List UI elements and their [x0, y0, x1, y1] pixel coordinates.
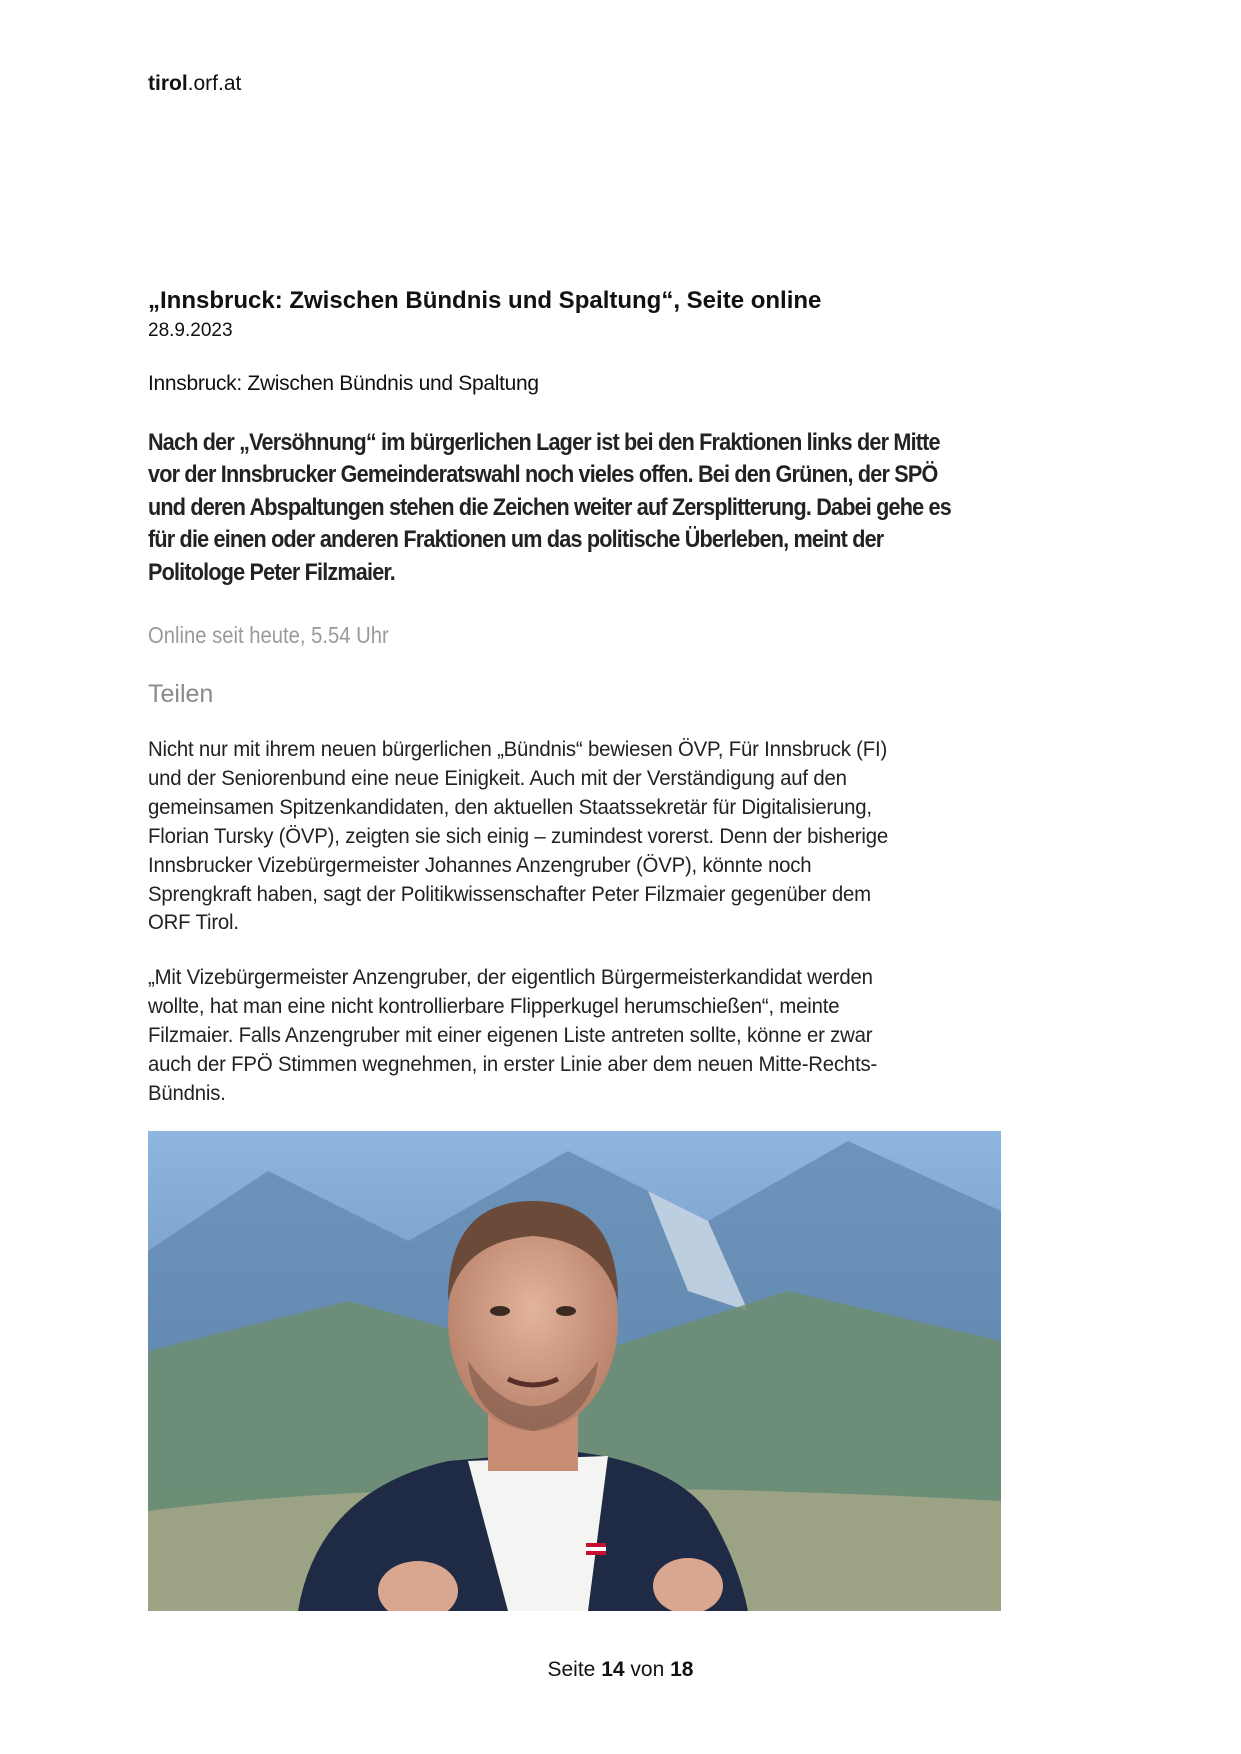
- article-subtitle: Innsbruck: Zwischen Bündnis und Spaltung: [148, 372, 539, 395]
- article-paragraph: Nicht nur mit ihrem neuen bürgerlichen „Bündnis“ bewiesen ÖVP, Für Innsbruck (FI) und der Seniorenbund eine neue Einigkeit. Auch mit der Verständigung auf den gemeinsamen Spitzenkandidaten, den aktuellen Staatssekretär für Digitalisierung, Florian Tursky (ÖVP), zeigten sie sich einig – zumindest vorerst. Denn der bisherige Innsbrucker Vizebürgermeister Johannes Anzengruber (ÖVP), könnte noch Sprengkraft haben, sagt der Politikwissenschafter Peter Filzmaier gegenüber dem ORF Tirol.: [148, 738, 888, 935]
- site-name: [148, 72, 241, 96]
- article-lead: Nach der „Versöhnung“ im bürgerlichen Lager ist bei den Fraktionen links der Mitte vor der Innsbrucker Gemeinderatswahl noch vieles offen. Bei den Grünen, der SPÖ und deren Abspaltungen stehen die Zeichen weiter auf Zersplitterung. Dabei gehe es für die einen oder anderen Fraktionen um das politische Überleben, meint der Politologe Peter Filzmaier.: [148, 429, 951, 586]
- online-since: Online seit heute, 5.54 Uhr: [148, 622, 389, 648]
- article-paragraph: „Mit Vizebürgermeister Anzengruber, der eigentlich Bürgermeisterkandidat werden wollte, hat man eine nicht kontrollierbare Flipperkugel herumschießen“, meinte Filzmaier. Falls Anzengruber mit einer eigenen Liste antreten sollte, könne er zwar auch der FPÖ Stimmen wegnehmen, in erster Linie aber dem neuen Mitte-Rechts- Bündnis.: [148, 966, 878, 1105]
- article-photo: [148, 1131, 1001, 1611]
- footer-of: von: [630, 1658, 665, 1681]
- footer-prefix: Seite: [547, 1658, 596, 1681]
- site-name-domain: .orf.at: [187, 72, 242, 95]
- article-date: 28.9.2023: [148, 320, 233, 341]
- current-page-number: 14: [601, 1658, 625, 1681]
- total-pages: 18: [670, 1658, 694, 1681]
- photo-person-mountains: [148, 1131, 1001, 1611]
- page-footer: [0, 1658, 1241, 1682]
- article-title: „Innsbruck: Zwischen Bündnis und Spaltung“, Seite online: [148, 287, 822, 314]
- site-name-bold: tirol: [148, 72, 188, 95]
- share-link[interactable]: Teilen: [148, 680, 214, 708]
